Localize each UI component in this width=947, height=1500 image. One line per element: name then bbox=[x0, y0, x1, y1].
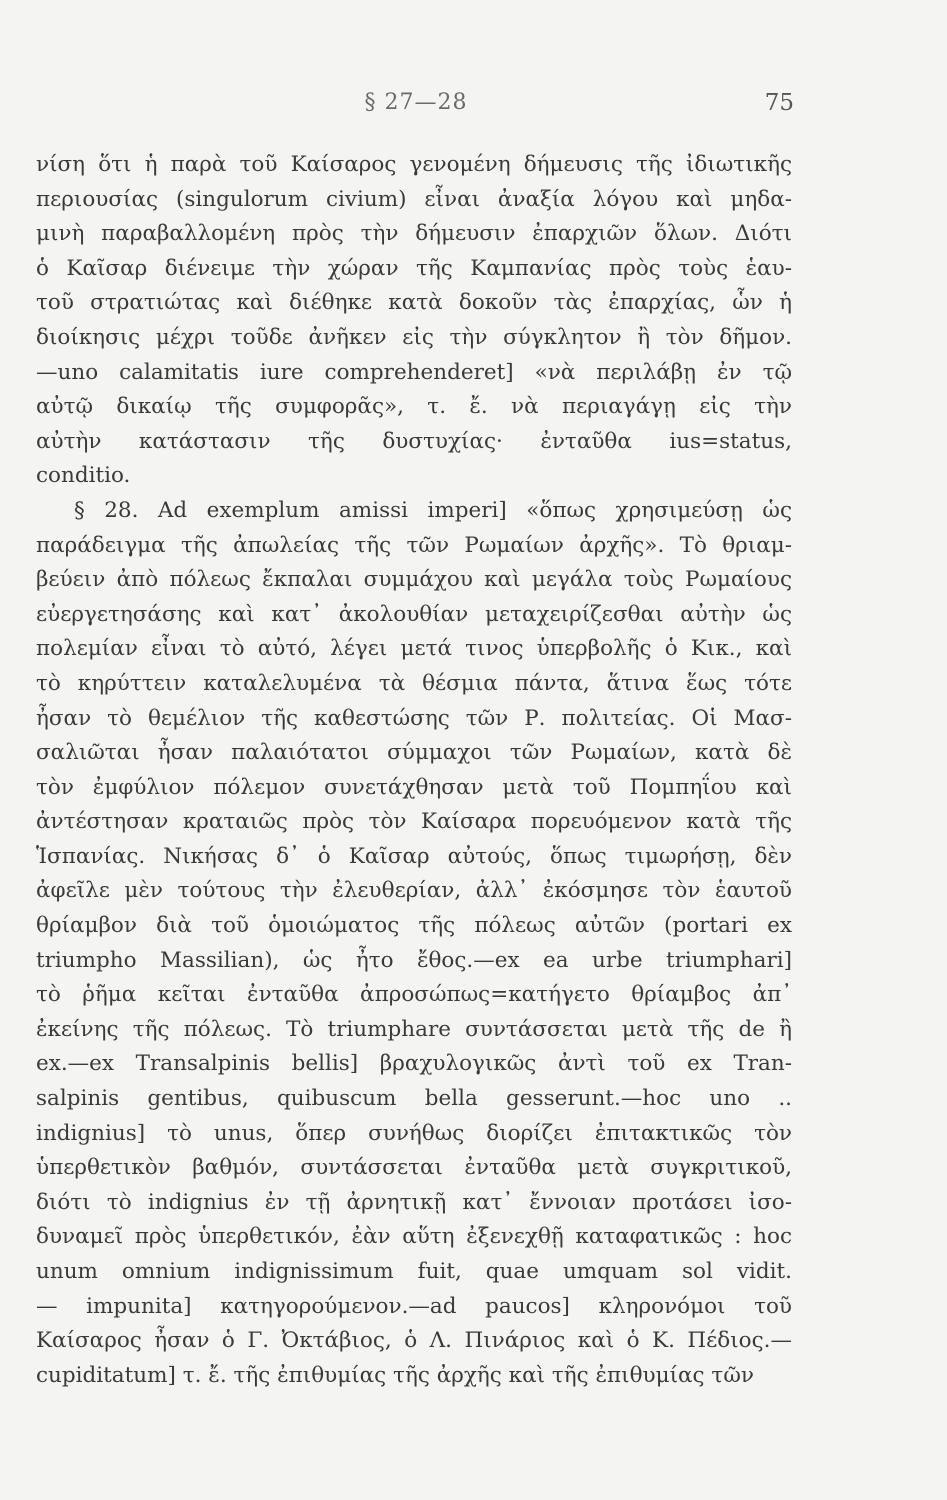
text-line: θρίαμβον διὰ τοῦ ὁμοιώματος τῆς πόλεως αὐτῶν (portari ex bbox=[36, 913, 792, 939]
text-line: ex.—ex Transalpinis bellis] βραχυλογικῶς ἀντὶ τοῦ ex Tran- bbox=[36, 1051, 792, 1077]
text-line: δυναμεῖ πρὸς ὑπερθετικόν, ἐὰν αὕτη ἐξενεχθῇ καταφατικῶς : hoc bbox=[36, 1224, 792, 1250]
text-line: Ἱσπανίας. Νικήσας δ᾽ ὁ Καῖσαρ αὐτούς, ὅπως τιμωρήσῃ, δὲν bbox=[36, 843, 792, 869]
text-line: αὐτῷ δικαίῳ τῆς συμφορᾶς», τ. ἔ. νὰ περιαγάγῃ εἰς τὴν bbox=[36, 394, 792, 420]
text-line: ἐκείνης τῆς πόλεως. Τὸ triumphare συντάσσεται μετὰ τῆς de ἢ bbox=[36, 1016, 792, 1042]
text-line: ἀντέστησαν κραταιῶς πρὸς τὸν Καίσαρα πορευόμενον κατὰ τῆς bbox=[36, 809, 792, 835]
text-line: — impunita] κατηγορούμενον.—ad paucos] κληρονόμοι τοῦ bbox=[36, 1293, 792, 1319]
text-line: διότι τὸ indignius ἐν τῇ ἀρνητικῇ κατ᾽ ἔννοιαν προτάσει ἰσο- bbox=[36, 1189, 792, 1215]
text-line: νίση ὅτι ἡ παρὰ τοῦ Καίσαρος γενομένη δήμευσις τῆς ἰδιωτικῆς bbox=[36, 152, 792, 177]
text-line: τὸν ἐμφύλιον πόλεμον συνετάχθησαν μετὰ τοῦ Πομπηΐου καὶ bbox=[36, 774, 792, 800]
text-line: αὐτὴν κατάστασιν τῆς δυστυχίας· ἐνταῦθα ius=status, bbox=[36, 428, 792, 454]
text-line: τὸ κηρύττειν καταλελυμένα τὰ θέσμια πάντα, ἅτινα ἕως τότε bbox=[36, 670, 792, 696]
text-line: διοίκησις μέχρι τοῦδε ἀνῆκεν εἰς τὴν σύγκλητον ἢ τὸν δῆμον. bbox=[36, 324, 792, 350]
text-line: τοῦ στρατιώτας καὶ διέθηκε κατὰ δοκοῦν τὰς ἐπαρχίας, ὧν ἡ bbox=[36, 290, 792, 316]
text-line: παράδειγμα τῆς ἀπωλείας τῆς τῶν Ρωμαίων ἀρχῆς». Τὸ θριαμ- bbox=[36, 532, 792, 558]
running-header bbox=[36, 90, 796, 124]
text-line: πολεμίαν εἶναι τὸ αὐτό, λέγει μετά τινος ὑπερβολῆς ὁ Κικ., καὶ bbox=[36, 636, 792, 662]
text-line: μινὴ παραβαλλομένη πρὸς τὴν δήμευσιν ἐπαρχιῶν ὅλων. Διότι bbox=[36, 221, 792, 247]
text-line: cupiditatum] τ. ἔ. τῆς ἐπιθυμίας τῆς ἀρχῆς καὶ τῆς ἐπιθυμίας τῶν bbox=[36, 1362, 754, 1388]
text-line: indignius] τὸ unus, ὅπερ συνήθως διορίζει ἐπιτακτικῶς τὸν bbox=[36, 1120, 792, 1146]
text-line: Καίσαρος ἦσαν ὁ Γ. Ὀκτάβιος, ὁ Λ. Πινάριος καὶ ὁ Κ. Πέδιος.— bbox=[36, 1328, 792, 1354]
text-line: conditio. bbox=[36, 463, 131, 489]
text-line: unum omnium indignissimum fuit, quae umquam sol vidit. bbox=[36, 1259, 792, 1284]
text-line: ὑπερθετικὸν βαθμόν, συντάσσεται ἐνταῦθα μετὰ συγκριτικοῦ, bbox=[36, 1155, 792, 1181]
text-line: τὸ ῥῆμα κεῖται ἐνταῦθα ἀπροσώπως=κατήγετο θρίαμβος ἀπ᾽ bbox=[36, 982, 792, 1008]
text-line: ἀφεῖλε μὲν τούτους τὴν ἐλευθερίαν, ἀλλ᾽ ἐκόσμησε τὸν ἑαυτοῦ bbox=[36, 878, 792, 904]
section-reference: § 27—28 bbox=[364, 90, 468, 115]
text-line: triumpho Massilian), ὡς ἦτο ἔθος.—ex ea urbe triumphari] bbox=[36, 947, 792, 973]
text-line: βεύειν ἀπὸ πόλεως ἔκπαλαι συμμάχου καὶ μεγάλα τοὺς Ρωμαίους bbox=[36, 567, 792, 593]
body-text bbox=[36, 148, 792, 1393]
text-line: εὐεργετησάσης καὶ κατ᾽ ἀκολουθίαν μεταχειρίζεσθαι αὐτὴν ὡς bbox=[36, 601, 792, 627]
page-number: 75 bbox=[764, 90, 794, 116]
text-line: περιουσίας (singulorum civium) εἶναι ἀναξία λόγου καὶ μηδα- bbox=[36, 186, 792, 212]
text-line: salpinis gentibus, quibuscum bella gesserunt.—hoc uno .. bbox=[36, 1086, 792, 1112]
text-line: σαλιῶται ἦσαν παλαιότατοι σύμμαχοι τῶν Ρωμαίων, κατὰ δὲ bbox=[36, 740, 792, 766]
section-heading-line: § 28. Ad exemplum amissi imperi] «ὅπως χρησιμεύσῃ ὡς bbox=[74, 497, 792, 523]
text-line: —uno calamitatis iure comprehenderet] «νὰ περιλάβῃ ἐν τῷ bbox=[36, 359, 792, 385]
text-line: ὁ Καῖσαρ διένειμε τὴν χώραν τῆς Καμπανίας πρὸς τοὺς ἑαυ- bbox=[36, 255, 792, 281]
text-line: ἦσαν τὸ θεμέλιον τῆς καθεστώσης τῶν Ρ. πολιτείας. Οἱ Μασ- bbox=[36, 705, 792, 731]
